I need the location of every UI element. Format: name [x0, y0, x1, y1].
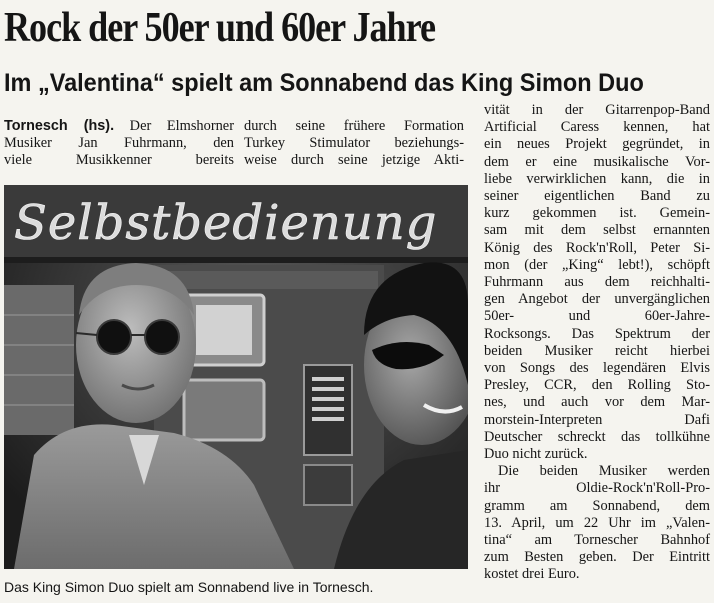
article-column-1 [4, 118, 234, 170]
body-line: mon (der „King“ lebt!), schöpft [484, 256, 710, 273]
byline: Tornesch (hs). [4, 118, 115, 134]
body-line: Duo nicht zurück. [484, 446, 588, 463]
body-line: Artificial Caress kennen, hat [484, 119, 710, 136]
body-line: gramm am Sonnabend, dem [484, 497, 710, 514]
body-line: vität in der Gitarrenpop-Band [484, 102, 710, 118]
body-line: ein neues Projekt gegründet, in [484, 136, 710, 153]
body-line: Fuhrmann aus dem reichhalti- [484, 274, 710, 291]
body-line: dem er eine musikalische Vor- [484, 153, 710, 170]
article-column-2 [244, 118, 464, 170]
body-line: Presley, CCR, den Rolling Sto- [484, 377, 710, 394]
body-line: weise durch seine jetzige Akti- [244, 152, 464, 169]
body-line: tina“ am Tornescher Bahnhof [484, 532, 710, 549]
body-line: 50er- und 60er-Jahre- [484, 308, 710, 325]
body-line: ihr Oldie-Rock'n'Roll-Pro- [484, 480, 710, 497]
body-line: König des Rock'n'Roll, Peter Si- [484, 239, 710, 256]
body-line: 13. April, um 22 Uhr im „Valen- [484, 514, 710, 531]
body-line: viele Musikkenner bereits [4, 152, 234, 169]
body-line: Die beiden Musiker werden [498, 463, 710, 480]
body-line: liebe verwirklichen kann, die in [484, 170, 710, 187]
body-line: kurz gekommen ist. Gemein- [484, 205, 710, 222]
body-line: Deutscher schreckt das tollkühne [484, 428, 710, 445]
body-line: gen Angebot der unvergänglichen [484, 291, 710, 308]
photo [4, 185, 468, 569]
body-line: durch seine frühere Formation [244, 118, 464, 134]
body-line: Musiker Jan Fuhrmann, den [4, 135, 234, 152]
body-line: nes, und auch vor dem Mar- [484, 394, 710, 411]
body-line: Turkey Stimulator beziehungs- [244, 135, 464, 152]
body-line: seiner eigentlichen Band zu [484, 188, 710, 205]
body-line: Der Elmshorner [114, 118, 234, 134]
body-line: beiden Musiker reicht hierbei [484, 342, 710, 359]
body-line: von Songs des legendären Elvis [484, 360, 710, 377]
body-line: Rocksongs. Das Spektrum der [484, 325, 710, 342]
photo-caption: Das King Simon Duo spielt am Sonnabend live in Tornesch. [4, 579, 374, 595]
body-line: zum Besten geben. Der Eintritt [484, 549, 710, 566]
article-column-3 [484, 102, 710, 584]
body-line: kostet drei Euro. [484, 566, 580, 583]
subheadline: Im „Valentina“ spielt am Sonnabend das King Simon Duo [4, 69, 644, 97]
body-line: sam mit dem selbst ernannten [484, 222, 710, 239]
photo-sign: Selbstbedienung [14, 195, 438, 251]
headline: Rock der 50er und 60er Jahre [4, 5, 435, 51]
body-line: morstein-Interpreten Dafi [484, 411, 710, 428]
